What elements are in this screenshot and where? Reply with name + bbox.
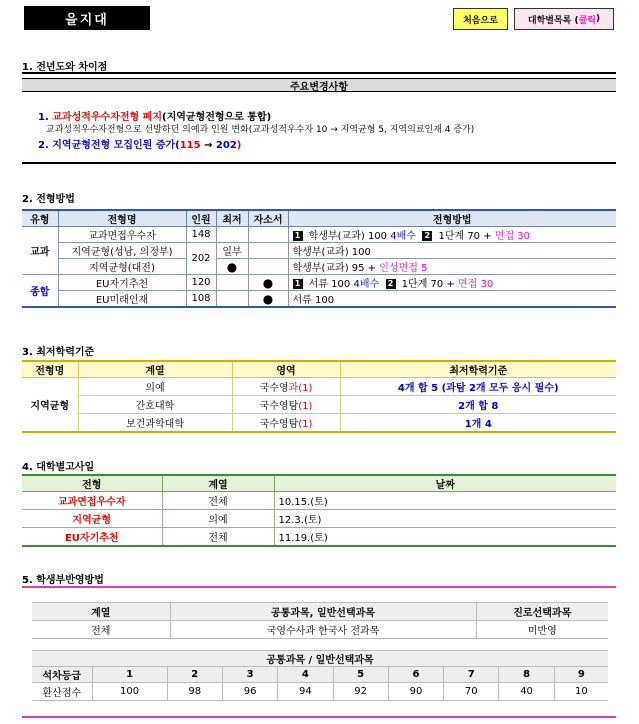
exam-date-table [22, 474, 616, 547]
table-header-row: 전형 계열 날짜 [22, 475, 616, 492]
admission-method-table [22, 209, 616, 308]
table-row: 교과 교과면접우수자 148 1 학생부(교과) 100 4배수 2 1단계 70 + 면접 30 [22, 227, 616, 243]
score-cell: 70 [444, 683, 499, 701]
grade-cell: 9 [554, 667, 608, 683]
table-row: 지역균형(대전) ● 학생부(교과) 95 + 인성면접 5 [22, 259, 616, 275]
section3-title: 3. 최저학력기준 [22, 347, 95, 358]
score-cell: 92 [333, 683, 388, 701]
change-item-2: 2. 지역균형전형 모집인원 증가(115 → 202) [38, 140, 242, 151]
table-row: 지역균형 의예 12.3.(토) [22, 510, 616, 528]
grade-cell: 6 [388, 667, 443, 683]
university-list-label: 대학별목록 ( [527, 15, 579, 26]
change-item-1: 1. 교과성적우수자전형 폐지(지역균형전형으로 통합) [38, 112, 272, 123]
score-cell: 100 [92, 683, 167, 701]
score-cell: 96 [222, 683, 277, 701]
table-row: 환산점수 100 98 96 94 92 90 70 40 10 [32, 683, 608, 701]
section5-title: 5. 학생부반영방법 [22, 575, 104, 586]
change-item-1-detail: 교과성적우수자전형으로 선발하던 의예과 인원 변화(교과성적우수자 10 → 지역균형 5, 지역의료인재 4 증가) [46, 125, 475, 135]
university-list-button[interactable] [514, 8, 614, 30]
go-first-button[interactable]: 처음으로 [453, 8, 508, 30]
changes-header: 주요변경사항 [22, 78, 616, 92]
table-row: 간호대학 국수영탐(1) 2개 합 8 [22, 396, 616, 414]
table-header-row: 공통과목 / 일반선택과목 [32, 651, 608, 667]
table-row: EU자기추천 전체 11.19.(토) [22, 528, 616, 546]
table-header-row: 유형 전형명 인원 최저 자소서 전형방법 [22, 210, 616, 227]
university-list-close: ) [595, 14, 601, 24]
section1-bottom-rule [22, 162, 616, 164]
grade-cell: 1 [92, 667, 167, 683]
section5-bottom-rule [22, 716, 616, 718]
type-jonghap: 종합 [22, 275, 58, 308]
minimum-criteria-table [22, 360, 616, 433]
grade-cell: 2 [167, 667, 222, 683]
score-cell: 90 [388, 683, 443, 701]
table-row: 교과면접우수자 전체 10.15.(토) [22, 492, 616, 510]
table-row: 종합 EU자기추천 120 ● 1 서류 100 4배수 2 1단계 70 + 면접 30 [22, 275, 616, 291]
section5-top-rule [22, 586, 616, 588]
section1-rule [22, 72, 616, 74]
table-row: 지역균형(성남, 의정부) 202 일부 학생부(교과) 100 [22, 243, 616, 259]
university-list-click: 클릭 [578, 15, 596, 26]
score-cell: 98 [167, 683, 222, 701]
score-cell: 40 [499, 683, 554, 701]
grade-cell: 4 [278, 667, 333, 683]
table-header-row: 전형명 계열 영역 최저학력기준 [22, 361, 616, 378]
table-row: 지역균형 의예 국수영과(1) 4개 합 5 (과탐 2개 모두 응시 필수) [22, 378, 616, 396]
grade-cell: 3 [222, 667, 277, 683]
table-row: 전체 국영수사과 한국사 전과목 미반영 [32, 621, 608, 639]
grade-score-table [32, 650, 608, 701]
subject-reflection-table [32, 602, 608, 639]
section2-title: 2. 전형방법 [22, 194, 75, 205]
table-row: 보건과학대학 국수영탐(1) 1개 4 [22, 414, 616, 432]
score-cell: 94 [278, 683, 333, 701]
score-cell: 10 [554, 683, 608, 701]
type-gyogwa: 교과 [22, 227, 58, 275]
grade-cell: 7 [444, 667, 499, 683]
section4-title: 4. 대학별고사일 [22, 462, 95, 473]
grade-cell: 8 [499, 667, 554, 683]
grade-cell: 5 [333, 667, 388, 683]
table-header-row: 계열 공통과목, 일반선택과목 진로선택과목 [32, 603, 608, 621]
table-row: EU미래인재 108 ● 서류 100 [22, 291, 616, 308]
page-title: 을지대 [24, 6, 150, 30]
table-row: 석차등급 1 2 3 4 5 6 7 8 9 [32, 667, 608, 683]
section1-title: 1. 전년도와 차이점 [22, 62, 108, 73]
